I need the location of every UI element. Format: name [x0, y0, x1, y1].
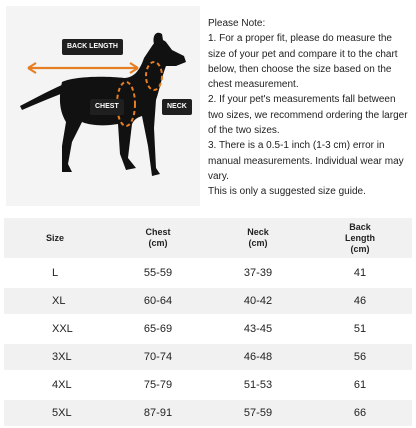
table-row — [4, 287, 412, 315]
note-point-3: 3. There is a 0.5-1 inch (1-3 cm) error in manual measurements. Individual wear may vary. — [208, 140, 404, 182]
cell-size: 5XL — [4, 399, 108, 427]
cell-neck: 51-53 — [208, 371, 308, 399]
cell-chest: 87-91 — [108, 399, 208, 427]
size-chart-table — [4, 218, 412, 428]
table-row — [4, 259, 412, 287]
neck-label: NECK — [162, 99, 192, 115]
cell-size: XL — [4, 287, 108, 315]
header-back-length: Back Length (cm) — [308, 218, 412, 259]
cell-chest: 60-64 — [108, 287, 208, 315]
cell-neck: 40-42 — [208, 287, 308, 315]
header-neck: Neck (cm) — [208, 218, 308, 259]
cell-chest: 65-69 — [108, 315, 208, 343]
dog-measurement-diagram — [6, 6, 200, 206]
cell-back-length: 51 — [308, 315, 412, 343]
chest-label: CHEST — [90, 99, 124, 115]
header-size: Size — [4, 218, 108, 259]
cell-chest: 70-74 — [108, 343, 208, 371]
back-length-label: BACK LENGTH — [62, 39, 123, 55]
note-heading: Please Note: — [208, 18, 266, 29]
cell-chest: 75-79 — [108, 371, 208, 399]
cell-back-length: 61 — [308, 371, 412, 399]
cell-size: L — [4, 259, 108, 287]
cell-chest: 55-59 — [108, 259, 208, 287]
table-header-row — [4, 218, 412, 259]
note-block — [208, 16, 410, 200]
cell-size: XXL — [4, 315, 108, 343]
cell-back-length: 46 — [308, 287, 412, 315]
note-point-1: 1. For a proper fit, please do measure the size of your pet and compare it to the chart below, then choose the size based on the chest measurement. — [208, 33, 398, 91]
cell-size: 4XL — [4, 371, 108, 399]
cell-back-length: 56 — [308, 343, 412, 371]
cell-neck: 46-48 — [208, 343, 308, 371]
cell-neck: 37-39 — [208, 259, 308, 287]
note-disclaimer: This is only a suggested size guide. — [208, 186, 366, 198]
cell-neck: 57-59 — [208, 399, 308, 427]
table-row — [4, 343, 412, 371]
table-row — [4, 399, 412, 427]
cell-back-length: 66 — [308, 399, 412, 427]
table-row — [4, 371, 412, 399]
cell-neck: 43-45 — [208, 315, 308, 343]
cell-back-length: 41 — [308, 259, 412, 287]
header-chest: Chest (cm) — [108, 218, 208, 259]
table-row — [4, 315, 412, 343]
cell-size: 3XL — [4, 343, 108, 371]
note-point-2: 2. If your pet's measurements fall between two sizes, we recommend ordering the larger of the two sizes. — [208, 94, 408, 137]
